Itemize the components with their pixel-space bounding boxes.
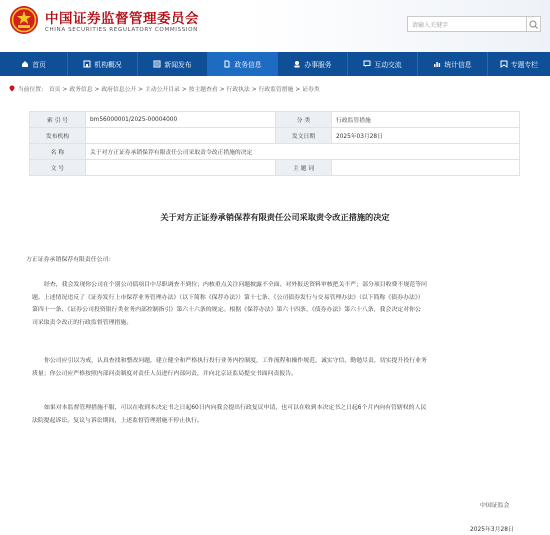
meta-label: 分 类 — [276, 112, 332, 128]
national-emblem-icon — [9, 5, 39, 35]
document-title: 关于对方正证券承销保荐有限责任公司采取责令改正措施的决定 — [160, 212, 390, 222]
nav-label: 政务信息 — [234, 61, 262, 69]
chat-icon — [363, 60, 371, 68]
document-paragraph-2 — [32, 355, 528, 380]
breadcrumb-item[interactable]: 主动公开目录 — [145, 87, 180, 93]
breadcrumb-item[interactable]: 证券类 — [302, 87, 320, 93]
nav-label: 机构概况 — [94, 61, 122, 69]
main-nav — [0, 52, 550, 76]
nav-topics[interactable] — [488, 52, 550, 76]
meta-docno-value — [86, 160, 276, 176]
nav-about[interactable] — [68, 52, 138, 76]
paragraph-line: 题。上述情况违反了《证券发行上市保荐业务管理办法》（以下简称《保荐办法》）第十七条、《公司债券发行与交易管理办法》（以下简称《债券办法》） — [32, 294, 424, 301]
home-icon — [21, 60, 29, 68]
nav-interaction[interactable] — [348, 52, 418, 76]
nav-home[interactable] — [0, 52, 68, 76]
paragraph-line: 如果对本监督管理措施不服，可以在收到本决定书之日起60日内向我会提出行政复议申请，也可以在收到本决定书之日起6个月内向有管辖权的人民 — [44, 405, 427, 411]
location-icon — [9, 85, 15, 92]
meta-category-value: 行政监管措施 — [332, 112, 520, 128]
nav-label: 专题专栏 — [510, 61, 539, 69]
meta-keyword-value — [332, 160, 520, 176]
document-sign-date: 2025年3月28日 — [470, 527, 514, 533]
breadcrumb: 当前位置： 首页 > 政务信息 > 政府信息公开 > 主动公开目录 > 按主题查看 > 行政执法 > 行政监管措施 > 证券类 — [9, 84, 321, 93]
meta-label: 发布机构 — [30, 128, 86, 144]
search-icon — [527, 18, 541, 32]
breadcrumb-item[interactable]: 政务信息 — [69, 87, 93, 93]
search-button[interactable] — [527, 16, 541, 32]
document-icon — [223, 60, 231, 68]
meta-label: 索 引 号 — [30, 112, 86, 128]
meta-label: 文 号 — [30, 160, 86, 176]
breadcrumb-item[interactable]: 政府信息公开 — [101, 87, 137, 93]
site-subtitle: CHINA SECURITIES REGULATORY COMMISSION — [45, 27, 198, 33]
document-meta-table — [29, 111, 520, 176]
breadcrumb-item[interactable]: 行政监管措施 — [258, 87, 294, 93]
meta-issuer-value — [86, 128, 276, 144]
topic-icon — [500, 60, 508, 68]
document-paragraph-1 — [32, 279, 528, 329]
nav-statistics[interactable] — [418, 52, 488, 76]
meta-date-value: 2025年03月28日 — [332, 128, 520, 144]
nav-label: 办事服务 — [304, 61, 332, 69]
document-paragraph-3 — [32, 402, 528, 427]
paragraph-line: 你公司应引以为戒，认真查找和整改问题，建立健全和严格执行投行业务内控制度，工作流程和操作规范，诚实守信、勤勉尽责，切实提升投行业务 — [44, 358, 427, 364]
meta-label: 名 称 — [30, 144, 86, 160]
meta-label: 发文日期 — [276, 128, 332, 144]
meta-label: 主 题 词 — [276, 160, 332, 176]
nav-news[interactable] — [138, 52, 208, 76]
breadcrumb-item[interactable]: 按主题查看 — [188, 87, 218, 93]
meta-index-value: bm56000001/2025-00004000 — [86, 112, 276, 128]
document-signature: 中国证监会 — [480, 503, 510, 509]
paragraph-line: 经查，我会发现你公司在个别公司债项目中尽职调查不到位；内核重点关注问题披露不全面、对外报送资料审核把关不严；部分项目收费不规范等问 — [44, 282, 427, 288]
paragraph-line: 第四十一条、《证券公司投资银行类业务内部控制指引》第六十六条的规定。根据《保荐办法》第六十四条、《债券办法》第六十八条，我会决定对你公 — [32, 307, 421, 313]
paragraph-line: 质量；你公司应严格按照内部问责制度对责任人员进行内部问责，并向北京证监局提交书面问责报告。 — [32, 370, 298, 377]
nav-gov-info[interactable] — [208, 52, 278, 76]
breadcrumb-item[interactable]: 首页 — [48, 87, 61, 93]
breadcrumb-item[interactable]: 行政执法 — [226, 87, 250, 93]
nav-label: 首页 — [32, 61, 46, 69]
building-icon — [83, 60, 91, 68]
paragraph-line: 司采取责令改正的行政监督管理措施。 — [32, 319, 133, 326]
nav-services[interactable] — [278, 52, 348, 76]
stats-icon — [433, 60, 441, 68]
paragraph-line: 法院提起诉讼。复议与诉讼期间，上述监督管理措施不停止执行。 — [32, 417, 203, 424]
site-title: 中国证券监督管理委员会 — [45, 11, 199, 27]
nav-label: 新闻发布 — [164, 61, 192, 69]
breadcrumb-prefix: 当前位置： — [17, 87, 47, 93]
service-icon — [293, 60, 301, 68]
document-salutation: 方正证券承销保荐有限责任公司： — [26, 257, 115, 263]
search-input[interactable]: 请输入关键字 — [407, 16, 527, 32]
nav-label: 统计信息 — [444, 61, 472, 69]
news-icon — [153, 60, 161, 68]
nav-label: 互动交流 — [374, 61, 402, 69]
meta-name-value: 关于对方正证券承销保荐有限责任公司采取责令改正措施的决定 — [86, 144, 520, 160]
site-header — [0, 0, 550, 52]
